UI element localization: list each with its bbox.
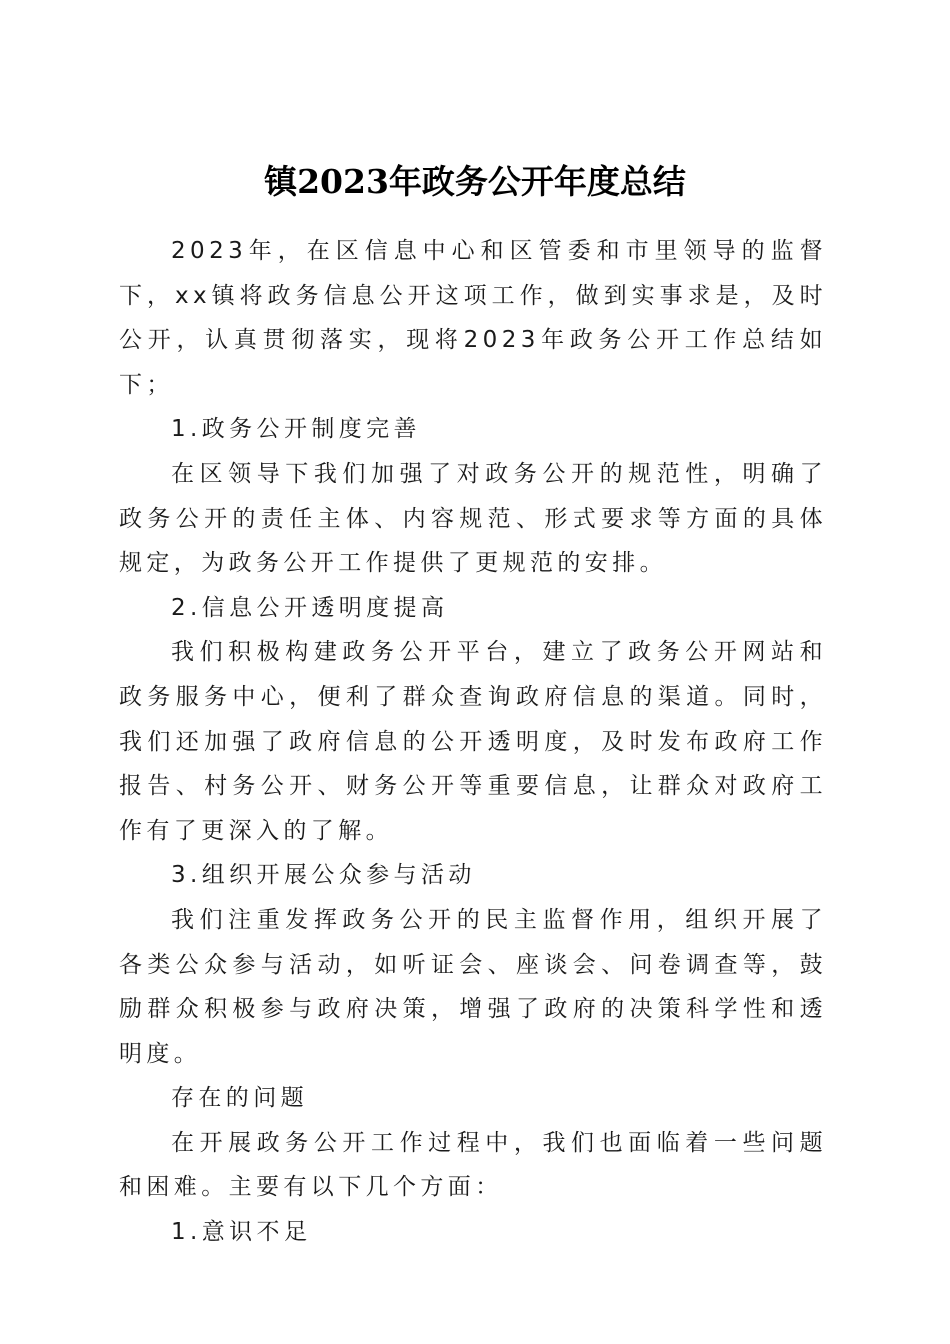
section-heading-system-improvement: 1.政务公开制度完善 — [171, 416, 421, 443]
paragraph-transparency: 我们积极构建政务公开平台，建立了政务公开网站和政务服务中心，便利了群众查询政府信息的渠道。同时，我们还加强了政府信息的公开透明度，及时发布政府工作报告、村务公开、财务公开等重要信息，让群众对政府工作有了更深入的了解。 — [119, 639, 827, 844]
section-heading-transparency: 2.信息公开透明度提高 — [171, 594, 449, 621]
paragraph-existing-problems: 在开展政务公开工作过程中，我们也面临着一些问题和困难。主要有以下几个方面： — [119, 1129, 827, 1201]
document-body — [119, 229, 827, 1255]
paragraph-public-participation: 我们注重发挥政务公开的民主监督作用，组织开展了各类公众参与活动，如听证会、座谈会、问卷调查等，鼓励群众积极参与政府决策，增强了政府的决策科学性和透明度。 — [119, 906, 827, 1067]
document-title: 镇2023年政务公开年度总结 — [264, 162, 686, 202]
intro-paragraph: 2023年，在区信息中心和区管委和市里领导的监督下，xx镇将政务信息公开这项工作，做到实事求是，及时公开，认真贯彻落实，现将2023年政务公开工作总结如下； — [119, 238, 827, 398]
section-heading-public-participation: 3.组织开展公众参与活动 — [171, 862, 476, 889]
paragraph-system-improvement: 在区领导下我们加强了对政务公开的规范性，明确了政务公开的责任主体、内容规范、形式要求等方面的具体规定，为政务公开工作提供了更规范的安排。 — [119, 460, 827, 577]
section-heading-existing-problems: 存在的问题 — [171, 1085, 308, 1112]
section-heading-insufficient-awareness: 1.意识不足 — [171, 1219, 312, 1246]
